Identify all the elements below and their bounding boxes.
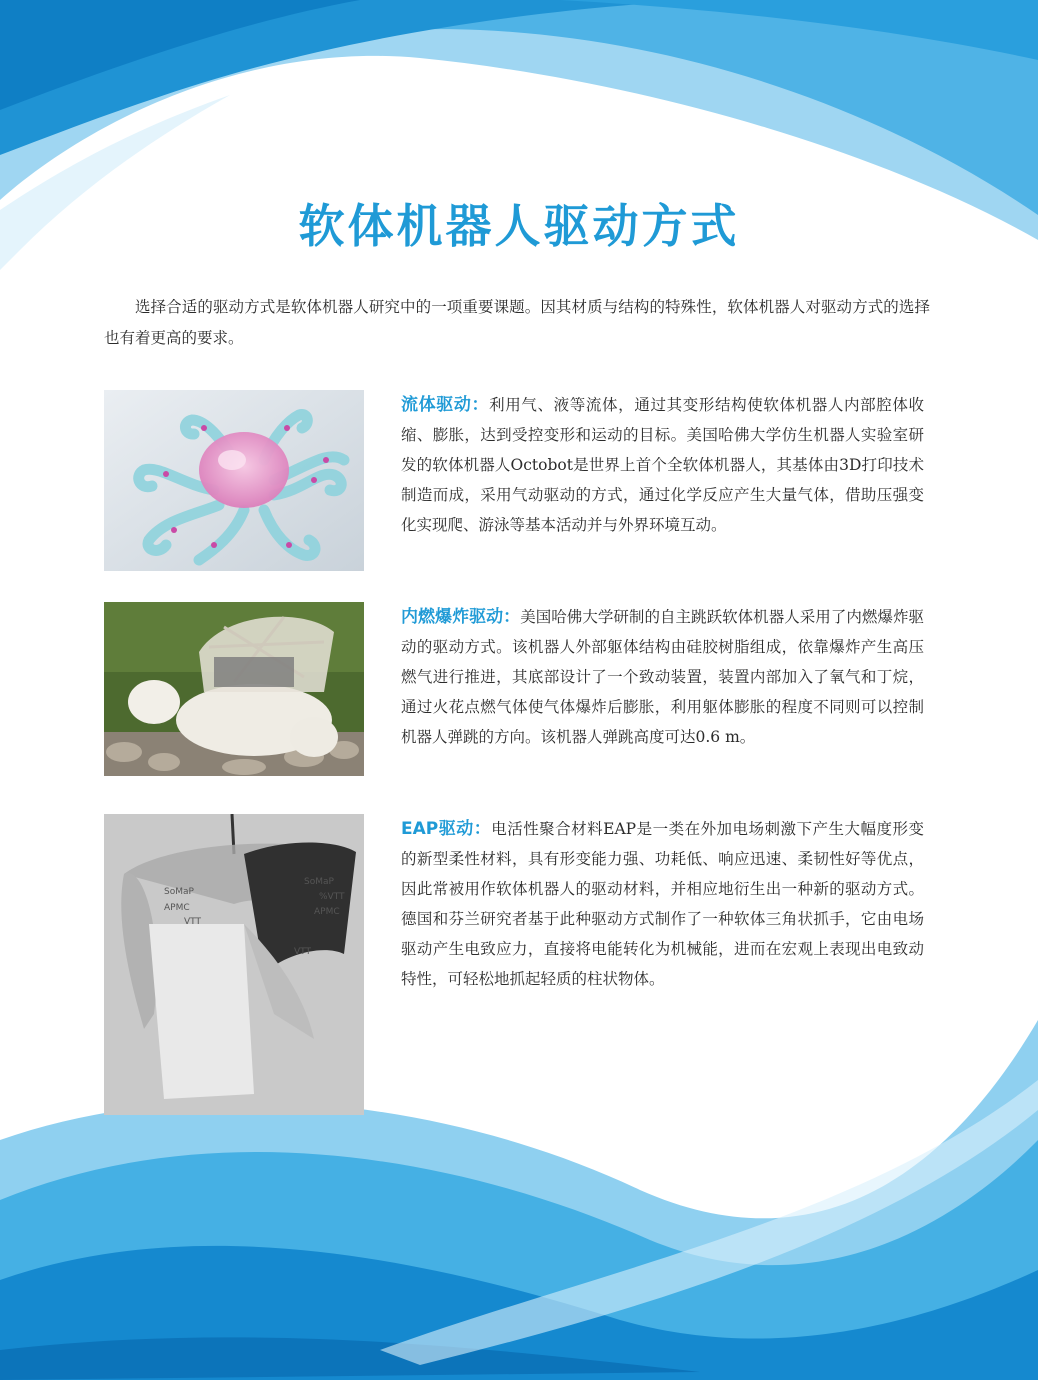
combustion-drive-text: 美国哈佛大学研制的自主跳跃软体机器人采用了内燃爆炸驱动的驱动方式。该机器人外部躯体结构由硅胶树脂组成，依靠爆炸产生高压燃气进行推进，其底部设计了一个致动装置，装置内部加入了氧气和丁烷，通过火花点燃气体使气体爆炸后膨胀，利用躯体膨胀的程度不同则可以控制机器人弹跳的方向。该机器人弹跳高度可达0.6 m。 <box>401 608 924 746</box>
fluid-drive-description <box>401 390 924 540</box>
photo-label-vtt-3: %VTT <box>319 892 345 902</box>
octobot-photo <box>104 390 364 571</box>
combustion-drive-description <box>401 602 924 752</box>
photo-label-somap-2: SoMaP <box>164 887 194 897</box>
section-eap-drive <box>104 814 930 1004</box>
photo-label-vtt-2: VTT <box>184 917 201 927</box>
fluid-drive-heading: 流体驱动： <box>401 395 490 415</box>
eap-gripper-photo <box>104 814 364 1115</box>
photo-label-apmc-2: APMC <box>164 903 190 913</box>
eap-gripper-image <box>104 814 364 1115</box>
octobot-image <box>104 390 364 571</box>
photo-label-somap-1: SoMaP <box>304 877 334 887</box>
intro-paragraph: 选择合适的驱动方式是软体机器人研究中的一项重要课题。因其材质与结构的特殊性，软体机器人对驱动方式的选择也有着更高的要求。 <box>104 298 930 347</box>
section-combustion-drive <box>104 602 930 792</box>
jumping-robot-photo <box>104 602 364 776</box>
fluid-drive-text: 利用气、液等流体，通过其变形结构使软体机器人内部腔体收缩、膨胀，达到受控变形和运动的目标。美国哈佛大学仿生机器人实验室研发的软体机器人Octobot是世界上首个全软体机器人，其基体由3D打印技术制造而成，采用气动驱动的方式，通过化学反应产生大量气体，借助压强变化实现爬、游泳等基本活动并与外界环境互动。 <box>401 396 925 534</box>
jumping-robot-image <box>104 602 364 776</box>
eap-drive-text: 电活性聚合材料EAP是一类在外加电场刺激下产生大幅度形变的新型柔性材料，具有形变能力强、功耗低、响应迅速、柔韧性好等优点，因此常被用作软体机器人的驱动材料，并相应地衍生出一种新的驱动方式。德国和芬兰研究者基于此种驱动方式制作了一种软体三角状抓手，它由电场驱动产生电致应力，直接将电能转化为机械能，进而在宏观上表现出电致动特性，可轻松地抓起轻质的柱状物体。 <box>401 820 924 988</box>
photo-label-apmc-1: APMC <box>314 907 340 917</box>
eap-drive-heading: EAP驱动： <box>401 819 492 839</box>
photo-label-vtt-1: VTT <box>294 947 311 957</box>
combustion-drive-heading: 内燃爆炸驱动： <box>401 607 521 627</box>
section-fluid-drive <box>104 390 930 580</box>
page-title: 软体机器人驱动方式 <box>298 199 740 253</box>
eap-drive-description <box>401 814 924 994</box>
